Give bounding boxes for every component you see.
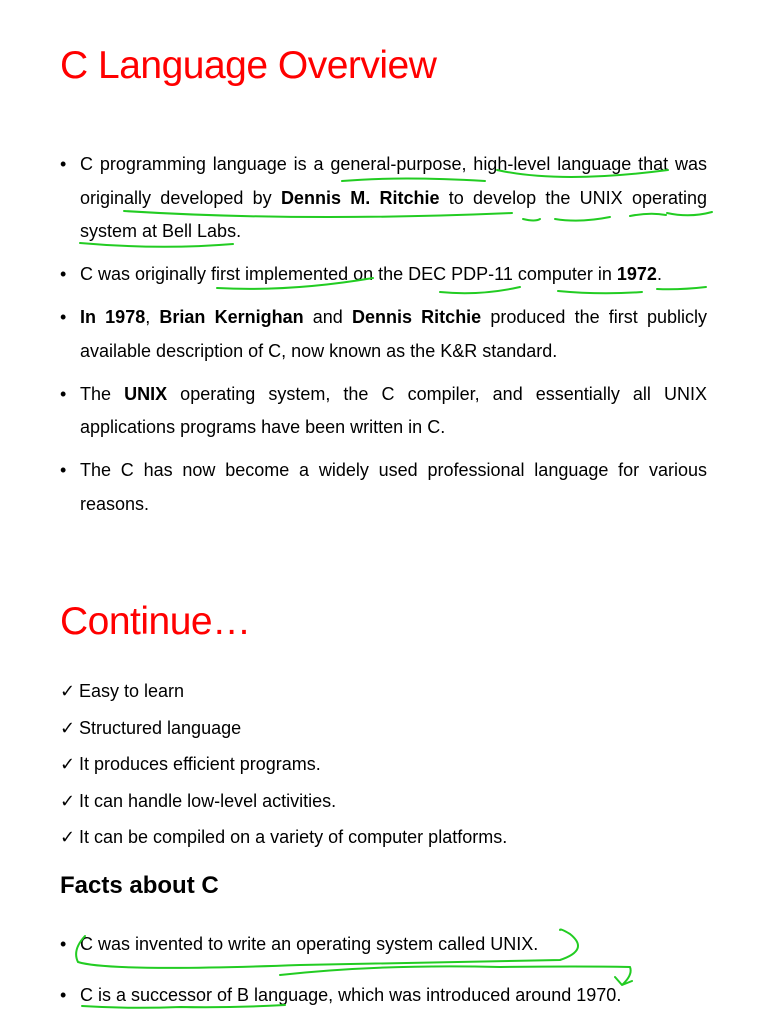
list-item — [60, 148, 707, 249]
bullet-bold: Dennis M. Ritchie — [280, 187, 440, 208]
list-item — [60, 928, 707, 962]
list-item — [60, 819, 507, 856]
bullet-bold: Brian Kernighan — [159, 307, 304, 327]
bullet-bold: 1972 — [616, 264, 657, 284]
bullet-text: and — [303, 307, 352, 327]
bullet-text: C is a successor of B language, which was introduced around 1970. — [80, 984, 622, 1005]
checklist-text: It produces efficient programs. — [79, 754, 321, 774]
checkmark-icon: ✓ — [60, 827, 76, 847]
list-item — [60, 979, 707, 1013]
bullet-text: C was originally first implemented on the DEC PDP-11 computer in — [80, 264, 617, 284]
feature-checklist — [60, 673, 507, 856]
checkmark-icon: ✓ — [60, 717, 76, 738]
checkmark-icon: ✓ — [60, 790, 76, 811]
bullet-text: C programming language is a general-purpose, high-level language that was originally developed by — [80, 154, 707, 208]
list-item — [60, 710, 507, 747]
list-item — [60, 673, 507, 710]
checklist-text: It can be compiled on a variety of computer platforms. — [79, 827, 508, 847]
bullet-bold: Dennis Ritchie — [352, 307, 482, 327]
bullet-text: produced the first publicly available description of C, now known as the K&R standard. — [80, 307, 707, 361]
bullet-bold: UNIX — [124, 383, 168, 404]
overview-title: C Language Overview — [60, 44, 437, 87]
bullet-text: C was invented to write an operating system called UNIX. — [80, 934, 539, 954]
bullet-text: , — [145, 307, 160, 327]
facts-bullet-list — [60, 928, 707, 1029]
list-item — [60, 378, 707, 445]
bullet-text: to develop the UNIX operating system at Bell Labs. — [80, 187, 707, 241]
list-item — [60, 746, 507, 783]
list-item — [60, 258, 707, 292]
overview-bullet-list — [60, 148, 707, 531]
checklist-text: Easy to learn — [79, 681, 185, 701]
list-item — [60, 301, 707, 368]
facts-heading: Facts about C — [60, 872, 219, 899]
list-item — [60, 454, 707, 521]
bullet-bold: In 1978 — [80, 307, 146, 327]
checklist-text: It can handle low-level activities. — [79, 790, 337, 811]
checklist-text: Structured language — [79, 717, 242, 738]
bullet-text: The — [80, 383, 125, 404]
continue-title: Continue… — [60, 600, 251, 643]
bullet-text: . — [656, 264, 662, 284]
list-item — [60, 783, 507, 820]
checkmark-icon: ✓ — [60, 754, 76, 774]
bullet-text: The C has now become a widely used professional language for various reasons. — [80, 460, 707, 514]
checkmark-icon: ✓ — [60, 681, 76, 701]
bullet-text: operating system, the C compiler, and essentially all UNIX applications programs have been written in C. — [80, 383, 707, 437]
